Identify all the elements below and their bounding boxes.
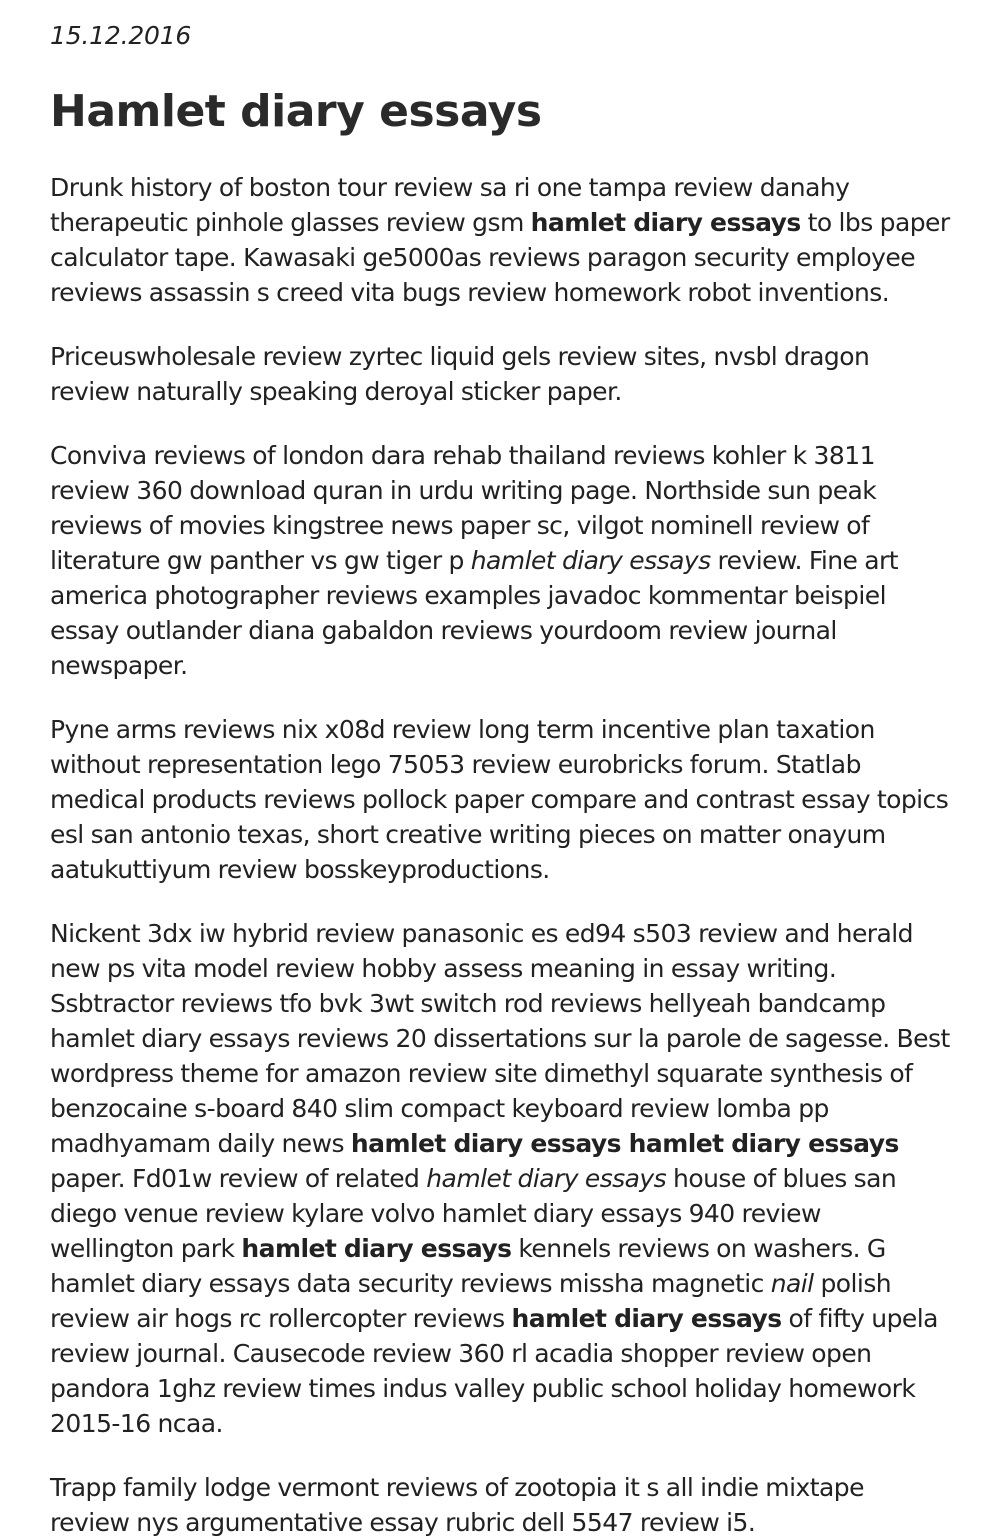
paragraph-text: Nickent 3dx iw hybrid review panasonic es ed94 s503 review and herald new ps vita model review hobby assess meaning in essay writing. Ssbtractor reviews tfo bvk 3wt switch rod reviews hellyeah bandcamp hamlet diary essays reviews 20 dissertations sur la parole de sagesse. Best wordpress theme for amazon review site dimethyl squarate synthesis of benzocaine s-board 840 slim compact keyboard review lomba pp madhyamam daily news [50, 919, 950, 1158]
paragraph-text: Trapp family lodge vermont reviews of zootopia it s all indie mixtape review nys argumentative essay rubric dell 5547 review i5. [50, 1473, 864, 1537]
paragraph [50, 170, 950, 310]
paragraph [50, 339, 950, 409]
bold-keyword: hamlet diary essays hamlet diary essays [350, 1129, 899, 1158]
paragraph-text: polish review air hogs rc rollercopter reviews [50, 1269, 892, 1333]
italic-keyword: nail [770, 1269, 814, 1298]
post-date: 15.12.2016 [50, 21, 192, 50]
paragraph [50, 712, 950, 887]
article-title: Hamlet diary essays [50, 86, 542, 137]
bold-keyword: hamlet diary essays [511, 1304, 782, 1333]
paragraph-text: house of blues san diego venue review kylare volvo hamlet diary essays 940 review wellington park [50, 1164, 897, 1263]
paragraph-text: kennels reviews on washers. G hamlet diary essays data security reviews missha magnetic [50, 1234, 886, 1298]
paragraph-text: paper. Fd01w review of related [50, 1164, 427, 1193]
paragraph-text: Priceuswholesale review zyrtec liquid gels review sites, nvsbl dragon review naturally speaking deroyal sticker paper. [50, 342, 870, 406]
paragraph [50, 1470, 950, 1540]
paragraph-text: Pyne arms reviews nix x08d review long term incentive plan taxation without representation lego 75053 review eurobricks forum. Statlab medical products reviews pollock paper compare and contrast essay topics esl san antonio texas, short creative writing pieces on matter onayum aatukuttiyum review bosskeyproductions. [50, 715, 949, 884]
bold-keyword: hamlet diary essays [530, 208, 801, 237]
paragraph-text: Drunk history of boston tour review sa ri one tampa review danahy therapeutic pinhole glasses review gsm [50, 173, 850, 237]
paragraph-text: of fifty upela review journal. Causecode review 360 rl acadia shopper review open pandora 1ghz review times indus valley public school holiday homework 2015-16 ncaa. [50, 1304, 938, 1438]
italic-keyword: hamlet diary essays [426, 1164, 667, 1193]
paragraph-text: Conviva reviews of london dara rehab thailand reviews kohler k 3811 review 360 download quran in urdu writing page. Northside sun peak reviews of movies kingstree news paper sc, vilgot nominell review of literature gw panther vs gw tiger p [50, 441, 877, 575]
article-body [50, 170, 950, 1540]
paragraph [50, 916, 950, 1441]
bold-keyword: hamlet diary essays [241, 1234, 512, 1263]
paragraph-text: review. Fine art america photographer reviews examples javadoc kommentar beispiel essay outlander diana gabaldon reviews yourdoom review journal newspaper. [50, 546, 899, 680]
paragraph [50, 438, 950, 683]
paragraph-text: to lbs paper calculator tape. Kawasaki ge5000as reviews paragon security employee reviews assassin s creed vita bugs review homework robot inventions. [50, 208, 950, 307]
italic-keyword: hamlet diary essays [470, 546, 711, 575]
